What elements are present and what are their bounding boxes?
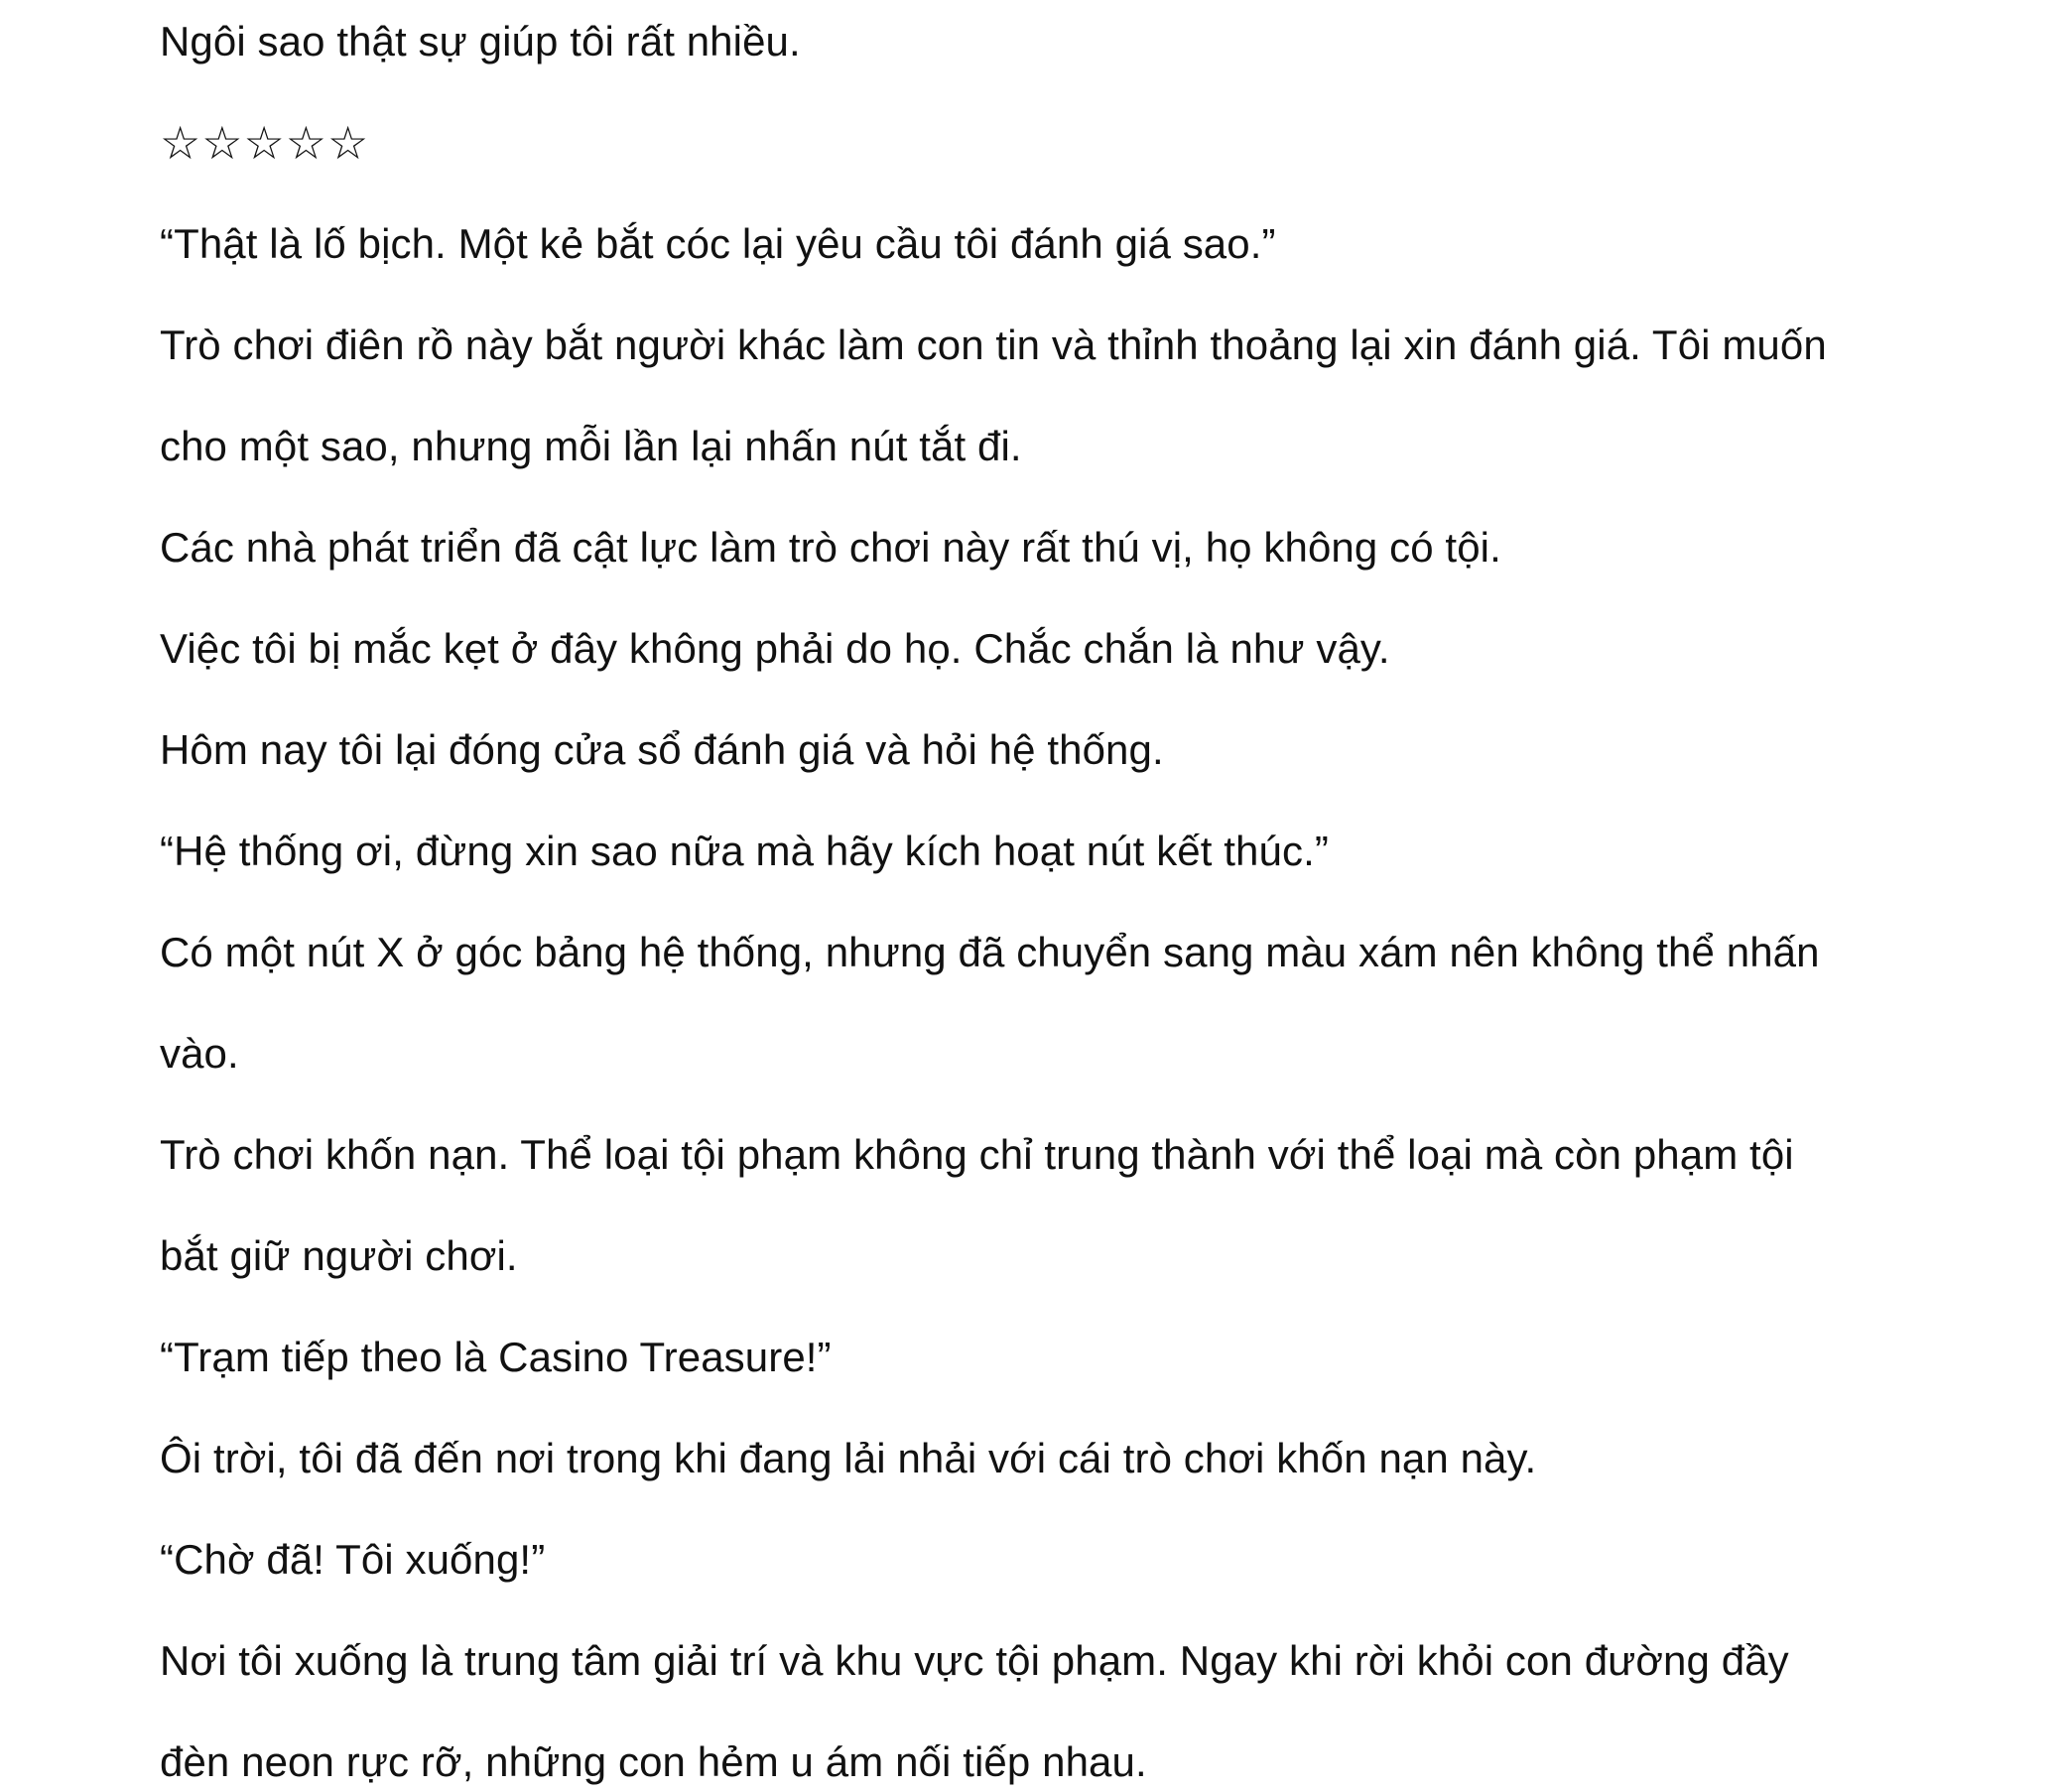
paragraph-line: “Thật là lố bịch. Một kẻ bắt cóc lại yêu cầu tôi đánh giá sao.” — [160, 220, 1276, 267]
paragraph-line: cho một sao, nhưng mỗi lần lại nhấn nút tắt đi. — [160, 423, 1022, 469]
paragraph-line: Ngôi sao thật sự giúp tôi rất nhiều. — [160, 18, 801, 64]
paragraph-line: Các nhà phát triển đã cật lực làm trò chơi này rất thú vị, họ không có tội. — [160, 524, 1501, 571]
paragraph-line: vào. — [160, 1030, 239, 1077]
paragraph-line: Trò chơi khốn nạn. Thể loại tội phạm không chỉ trung thành với thể loại mà còn phạm tội — [160, 1131, 1794, 1178]
paragraph-line: “Hệ thống ơi, đừng xin sao nữa mà hãy kích hoạt nút kết thúc.” — [160, 828, 1329, 874]
paragraph-line: Việc tôi bị mắc kẹt ở đây không phải do họ. Chắc chắn là như vậy. — [160, 625, 1390, 672]
paragraph-line: bắt giữ người chơi. — [160, 1232, 518, 1279]
paragraph-line: Có một nút X ở góc bảng hệ thống, nhưng đã chuyển sang màu xám nên không thể nhấn — [160, 929, 1820, 975]
paragraph-line: Trò chơi điên rồ này bắt người khác làm con tin và thỉnh thoảng lại xin đánh giá. Tôi muốn — [160, 321, 1827, 368]
paragraph-line: “Chờ đã! Tôi xuống!” — [160, 1536, 546, 1583]
paragraph-line: Ôi trời, tôi đã đến nơi trong khi đang lải nhải với cái trò chơi khốn nạn này. — [160, 1435, 1537, 1481]
star-rating-line: ☆☆☆☆☆ — [160, 116, 370, 170]
paragraph-line: “Trạm tiếp theo là Casino Treasure!” — [160, 1334, 832, 1380]
paragraph-line: Nơi tôi xuống là trung tâm giải trí và khu vực tội phạm. Ngay khi rời khỏi con đường đầy — [160, 1637, 1789, 1684]
paragraph-line: Hôm nay tôi lại đóng cửa sổ đánh giá và hỏi hệ thống. — [160, 726, 1164, 773]
paragraph-line: đèn neon rực rỡ, những con hẻm u ám nối tiếp nhau. — [160, 1738, 1147, 1785]
